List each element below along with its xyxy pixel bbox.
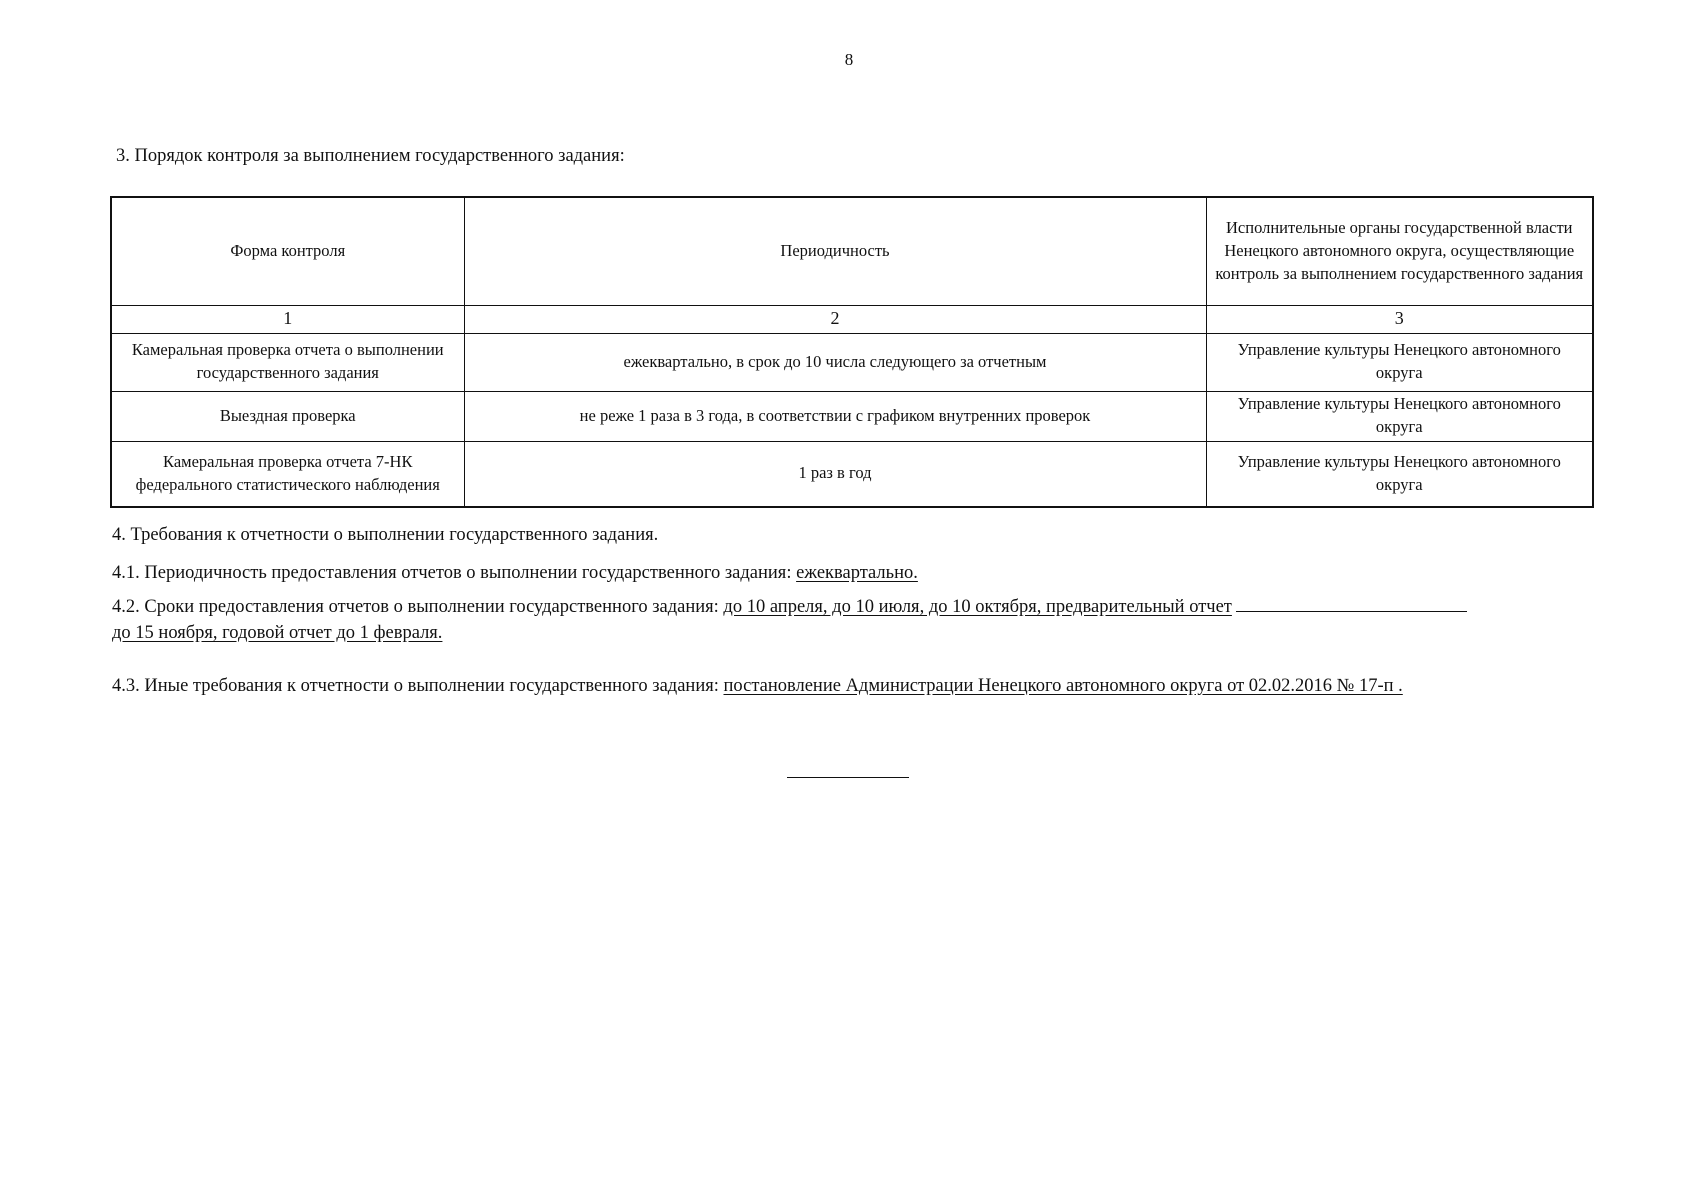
cell-authority: Управление культуры Ненецкого автономного округа — [1206, 441, 1593, 507]
item-4-2-label: 4.2. Сроки предоставления отчетов о выполнении государственного задания: — [112, 597, 724, 617]
item-4-2-value-line2: до 15 ноября, годовой отчет до 1 февраля. — [112, 623, 443, 643]
item-4-3-label: 4.3. Иные требования к отчетности о выполнении государственного задания: — [112, 676, 724, 696]
cell-periodicity: не реже 1 раза в 3 года, в соответствии с графиком внутренних проверок — [464, 391, 1206, 441]
item-4-1-label: 4.1. Периодичность предоставления отчетов о выполнении государственного задания: — [112, 563, 797, 583]
column-number: 3 — [1206, 305, 1593, 333]
section-4-heading: 4. Требования к отчетности о выполнении государственного задания. — [112, 525, 659, 545]
document-end-rule — [787, 777, 909, 778]
section-3-heading: 3. Порядок контроля за выполнением государственного задания: — [116, 146, 625, 166]
item-4-1 — [112, 563, 918, 584]
header-authority: Исполнительные органы государственной власти Ненецкого автономного округа, осуществляющие контроль за выполнением государственного задания — [1206, 197, 1593, 305]
item-4-3-value: постановление Администрации Ненецкого автономного округа от 02.02.2016 № 17-п . — [723, 676, 1403, 696]
header-periodicity: Периодичность — [464, 197, 1206, 305]
item-4-2 — [112, 597, 1467, 618]
table-row — [111, 333, 1593, 391]
table-header-row — [111, 197, 1593, 305]
item-4-2-continuation — [112, 623, 442, 644]
table-row — [111, 441, 1593, 507]
cell-authority: Управление культуры Ненецкого автономного округа — [1206, 391, 1593, 441]
cell-authority: Управление культуры Ненецкого автономного округа — [1206, 333, 1593, 391]
cell-control-form: Камеральная проверка отчета 7-НК федерального статистического наблюдения — [111, 441, 464, 507]
control-table — [110, 196, 1594, 508]
page-number: 8 — [844, 50, 854, 69]
cell-periodicity: 1 раз в год — [464, 441, 1206, 507]
cell-control-form: Выездная проверка — [111, 391, 464, 441]
table-row — [111, 391, 1593, 441]
item-4-1-value: ежеквартально. — [796, 563, 918, 583]
cell-control-form: Камеральная проверка отчета о выполнении государственного задания — [111, 333, 464, 391]
fill-line — [1236, 610, 1467, 612]
item-4-3 — [112, 676, 1403, 697]
item-4-2-value-line1: до 10 апреля, до 10 июля, до 10 октября, предварительный отчет — [723, 597, 1232, 617]
column-number: 2 — [464, 305, 1206, 333]
cell-periodicity: ежеквартально, в срок до 10 числа следующего за отчетным — [464, 333, 1206, 391]
table-column-numbers-row — [111, 305, 1593, 333]
column-number: 1 — [111, 305, 464, 333]
header-control-form: Форма контроля — [111, 197, 464, 305]
